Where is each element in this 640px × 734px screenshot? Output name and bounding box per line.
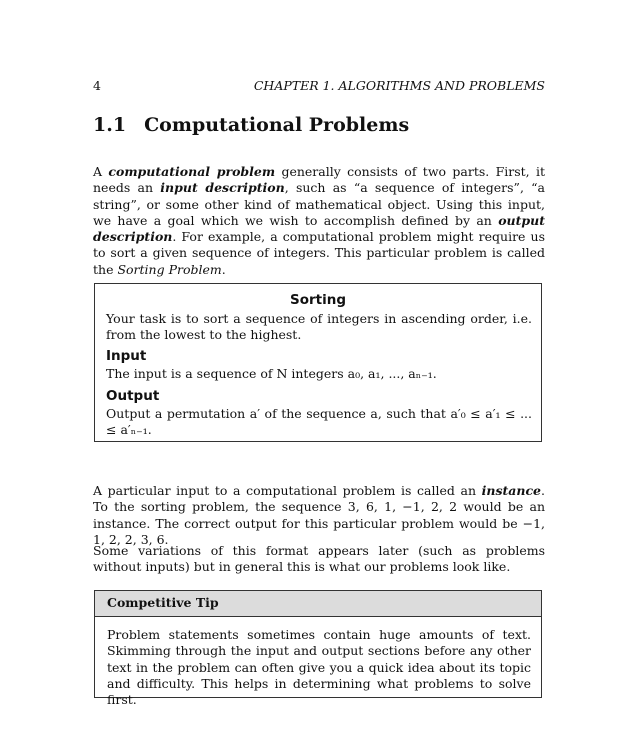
section-title [93, 114, 409, 136]
output-heading: Output [106, 388, 160, 404]
sorting-box-title: Sorting [289, 292, 346, 308]
term-output-description: output description [93, 212, 545, 245]
page-header [93, 78, 545, 94]
term-instance: instance [481, 483, 542, 498]
intro-paragraph [93, 164, 545, 278]
competitive-tip-box [94, 590, 542, 708]
output-description-text: Output a permutation a′ of the sequence a, such that a′₀ ≤ a′₁ ≤ ... ≤ a′ₙ₋₁. [106, 406, 532, 438]
instance-text: A particular input to a computational problem is called an [93, 483, 482, 498]
instance-paragraph [93, 483, 545, 548]
intro-text: , such as “a sequence of integers”, “a string”, or some other kind of mathematical object. Using this input, we have a goal which we wish to accomplish defined by an [93, 180, 546, 228]
section-number: 1.1 [93, 114, 127, 136]
term-input-description: input description [160, 180, 285, 196]
sorting-description: Your task is to sort a sequence of integers in ascending order, i.e. from the lowest to the highest. [106, 311, 532, 343]
intro-text: . [221, 261, 226, 277]
tip-body: Problem statements sometimes contain huge amounts of text. Skimming through the input and output sections before any other text in the problem can often give you a quick idea about its topic and difficulty. This helps in determining what problems to solve first. [107, 627, 531, 708]
running-head: CHAPTER 1. ALGORITHMS AND PROBLEMS [253, 78, 545, 93]
section-title-text: Computational Problems [144, 114, 410, 136]
tip-header [95, 591, 541, 617]
page-number: 4 [93, 78, 101, 93]
intro-text: generally consists of two parts. First, it needs an [93, 164, 545, 196]
variations-paragraph: Some variations of this format appears later (such as problems without inputs) but in general this is what our problems look like. [93, 543, 545, 575]
sorting-problem-box [94, 283, 542, 442]
term-computational-problem: computational problem [108, 164, 276, 179]
tip-title: Competitive Tip [107, 595, 219, 610]
intro-text: A [93, 164, 109, 179]
intro-text: . For example, a computational problem might require us to sort a given sequence of integers. This particular problem is called the [93, 229, 545, 277]
term-sorting-problem: Sorting Problem [117, 261, 222, 277]
instance-text: . To the sorting problem, the sequence 3, 6, 1, −1, 2, 2 would be an instance. The correct output for this particular problem would be −1, 1, 2, 2, 3, 6. [93, 483, 545, 547]
input-description-text: The input is a sequence of N integers a₀, a₁, ..., aₙ₋₁. [106, 366, 437, 381]
input-heading: Input [106, 348, 147, 364]
